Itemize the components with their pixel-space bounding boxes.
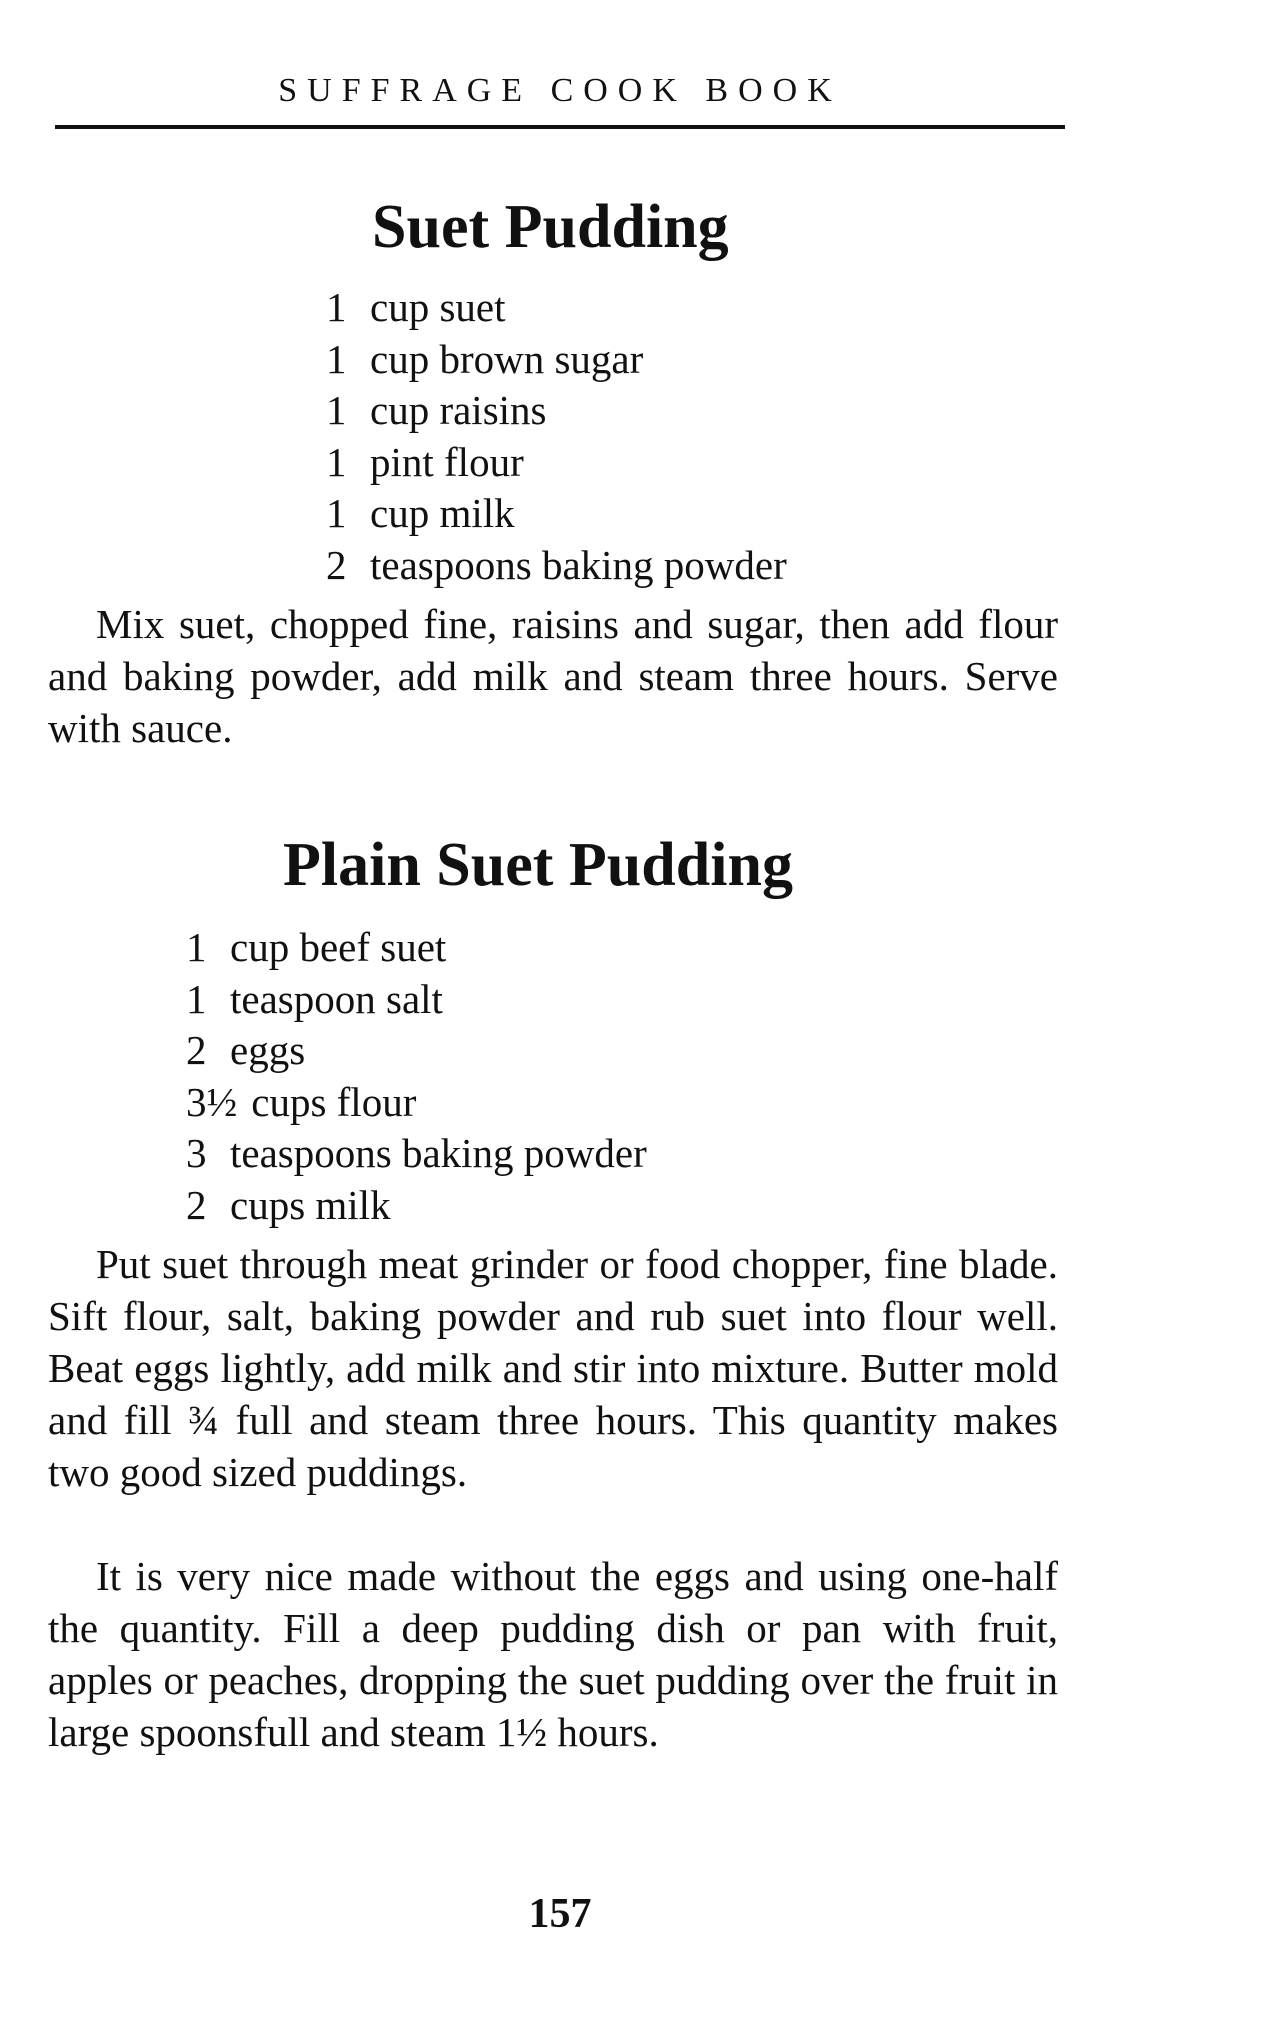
ingredient-item: teaspoons baking powder (370, 541, 787, 588)
ingredient-item: cup brown sugar (370, 335, 644, 382)
ingredient-quantity: 1 (326, 387, 347, 433)
ingredient-quantity: 3 (186, 1130, 207, 1176)
ingredient-quantity: 1 (326, 490, 347, 536)
ingredient-quantity: 3½ (186, 1078, 238, 1125)
ingredient-quantity: 1 (186, 924, 207, 970)
recipe-instructions: Put suet through meat grinder or food chopper, fine blade. Sift flour, salt, baking powder and rub suet into flour well. Beat eggs lightly, add milk and stir into mixture. Butter mold and fill ¾ full and steam three hours. This quantity makes two good sized puddings. (48, 1241, 1058, 1495)
ingredient-quantity: 1 (326, 284, 347, 330)
ingredient-item: cups flour (251, 1078, 417, 1125)
header-rule (55, 125, 1065, 129)
ingredient-line (186, 1180, 647, 1232)
ingredient-item: cups milk (230, 1181, 391, 1228)
ingredient-item: pint flour (370, 438, 524, 485)
recipe-title: Plain Suet Pudding (283, 831, 793, 899)
ingredient-item: cup milk (370, 490, 515, 536)
ingredient-item: cup suet (370, 284, 506, 330)
ingredient-quantity: 1 (186, 975, 207, 1022)
ingredient-item: cup raisins (370, 387, 547, 433)
recipe-instructions: Mix suet, chopped fine, raisins and sugar, then add flour and baking powder, add milk and steam three hours. Serve with sauce. (48, 601, 1058, 751)
recipe-note: It is very nice made without the eggs and using one-half the quantity. Fill a deep pudding dish or pan with fruit, apples or peaches, dropping the suet pudding over the fruit in large spoonsfull and steam 1½ hours. (48, 1553, 1058, 1755)
recipe-title: Suet Pudding (372, 193, 729, 261)
ingredient-line (326, 488, 787, 540)
ingredient-quantity: 1 (326, 438, 347, 485)
ingredient-item: cup beef suet (230, 924, 447, 970)
ingredient-list (326, 282, 787, 591)
ingredient-line (186, 1025, 647, 1077)
ingredient-line (326, 385, 787, 437)
ingredient-list (186, 922, 647, 1231)
ingredient-quantity: 2 (186, 1027, 207, 1073)
ingredient-line (326, 282, 787, 334)
ingredient-line (186, 922, 647, 974)
ingredient-line (326, 540, 787, 592)
ingredient-item: eggs (230, 1027, 306, 1073)
ingredient-line (326, 437, 787, 489)
ingredient-item: teaspoons baking powder (230, 1130, 647, 1176)
ingredient-quantity: 1 (326, 335, 347, 382)
ingredient-line (186, 1128, 647, 1180)
ingredient-quantity: 2 (326, 541, 347, 588)
ingredient-line (326, 334, 787, 386)
page-number: 157 (528, 1891, 592, 1937)
ingredient-line (186, 1077, 647, 1129)
ingredient-quantity: 2 (186, 1181, 207, 1228)
running-head: SUFFRAGE COOK BOOK (278, 72, 842, 109)
ingredient-item: teaspoon salt (230, 975, 443, 1022)
ingredient-line (186, 974, 647, 1026)
